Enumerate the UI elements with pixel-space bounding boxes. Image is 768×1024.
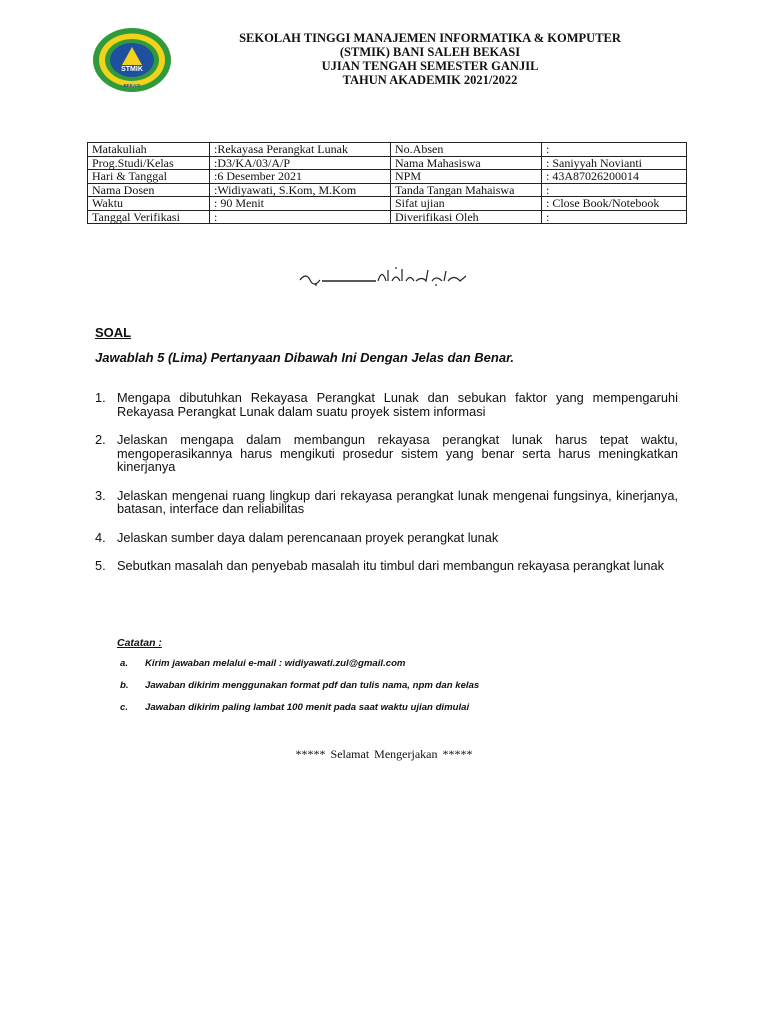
table-cell: : Saniyyah Novianti — [542, 156, 687, 170]
table-row — [88, 210, 687, 224]
table-cell: Prog.Studi/Kelas — [88, 156, 210, 170]
table-cell: Matakuliah — [88, 143, 210, 157]
note-text: Jawaban dikirim paling lambat 100 menit pada saat waktu ujian dimulai — [145, 702, 470, 713]
logo-text: STMIK — [121, 66, 143, 73]
soal-instruction: Jawablah 5 (Lima) Pertanyaan Dibawah Ini Dengan Jelas dan Benar. — [95, 350, 515, 365]
header-line-year: TAHUN AKADEMIK 2021/2022 — [342, 73, 518, 87]
list-item — [120, 658, 640, 680]
table-row — [88, 197, 687, 211]
table-cell: Tanda Tangan Mahaiswa — [391, 183, 542, 197]
list-item — [95, 391, 678, 418]
table-row — [88, 143, 687, 157]
catatan-title: Catatan : — [117, 637, 162, 649]
table-cell: : Close Book/Notebook — [542, 197, 687, 211]
exam-header — [190, 31, 670, 87]
table-cell: :D3/KA/03/A/P — [210, 156, 391, 170]
question-number: 3. — [95, 487, 106, 503]
table-cell: : — [210, 210, 391, 224]
question-text: Jelaskan sumber daya dalam perencanaan proyek perangkat lunak — [117, 529, 499, 545]
table-cell: NPM — [391, 170, 542, 184]
table-cell: Waktu — [88, 197, 210, 211]
question-text: Sebutkan masalah dan penyebab masalah itu timbul dari membangun rekayasa perangkat lunak — [117, 558, 665, 573]
note-letter: c. — [120, 702, 129, 713]
table-cell: : 43A87026200014 — [542, 170, 687, 184]
table-row — [88, 183, 687, 197]
list-item — [95, 559, 678, 573]
question-list — [95, 391, 678, 588]
table-cell: :6 Desember 2021 — [210, 170, 391, 184]
header-line-institution: SEKOLAH TINGGI MANAJEMEN INFORMATIKA & KOMPUTER — [239, 31, 621, 45]
table-cell: Hari & Tanggal — [88, 170, 210, 184]
bismillah-calligraphy — [296, 264, 474, 288]
question-number: 1. — [95, 390, 106, 405]
table-cell: Tanggal Verifikasi — [88, 210, 210, 224]
table-row — [88, 156, 687, 170]
table-cell: Sifat ujian — [391, 197, 542, 211]
table-row — [88, 170, 687, 184]
table-cell: : 90 Menit — [210, 197, 391, 211]
question-number: 2. — [95, 432, 106, 447]
closing-message: ***** Selamat Mengerjakan ***** — [295, 747, 473, 761]
list-item — [120, 702, 640, 724]
list-item — [95, 531, 678, 545]
note-text: Jawaban dikirim menggunakan format pdf dan tulis nama, npm dan kelas — [145, 680, 480, 691]
table-cell: Nama Dosen — [88, 183, 210, 197]
question-text: Mengapa dibutuhkan Rekayasa Perangkat Lunak dan sebukan faktor yang mempengaruhi Rekayasa Perangkat Lunak dalam suatu proyek sistem informasi — [117, 390, 678, 419]
list-item — [95, 489, 678, 516]
list-item — [120, 680, 640, 702]
question-text: Jelaskan mengenai ruang lingkup dari rekayasa perangkat lunak mengenai fungsinya, kinerjanya, batasan, interface dan reliabilitas — [117, 487, 678, 516]
exam-info-table — [87, 142, 687, 224]
question-number: 4. — [95, 529, 106, 545]
list-item — [95, 433, 678, 474]
table-cell: : — [542, 143, 687, 157]
note-letter: a. — [120, 658, 129, 669]
notes-list — [120, 658, 640, 724]
stmik-logo — [92, 27, 172, 93]
header-line-campus: (STMIK) BANI SALEH BEKASI — [339, 45, 521, 59]
note-text: Kirim jawaban melalui e-mail : widiyawati.zul@gmail.com — [145, 658, 406, 669]
question-text: Jelaskan mengapa dalam membangun rekayasa perangkat lunak harus tepat waktu, mengoperasikannya harus mengikuti prosedur sistem yang benar serta harus meningkatkan kinerjanya — [117, 432, 678, 474]
question-number: 5. — [95, 558, 106, 573]
table-cell: : — [542, 183, 687, 197]
header-line-exam: UJIAN TENGAH SEMESTER GANJIL — [321, 59, 539, 73]
table-cell: Nama Mahasiswa — [391, 156, 542, 170]
table-cell: :Widiyawati, S.Kom, M.Kom — [210, 183, 391, 197]
table-cell: :Rekayasa Perangkat Lunak — [210, 143, 391, 157]
note-letter: b. — [120, 680, 129, 691]
table-cell: : — [542, 210, 687, 224]
table-cell: Diverifikasi Oleh — [391, 210, 542, 224]
table-cell: No.Absen — [391, 143, 542, 157]
logo-subtext: BEKASI — [123, 83, 141, 88]
soal-title: SOAL — [95, 325, 132, 340]
